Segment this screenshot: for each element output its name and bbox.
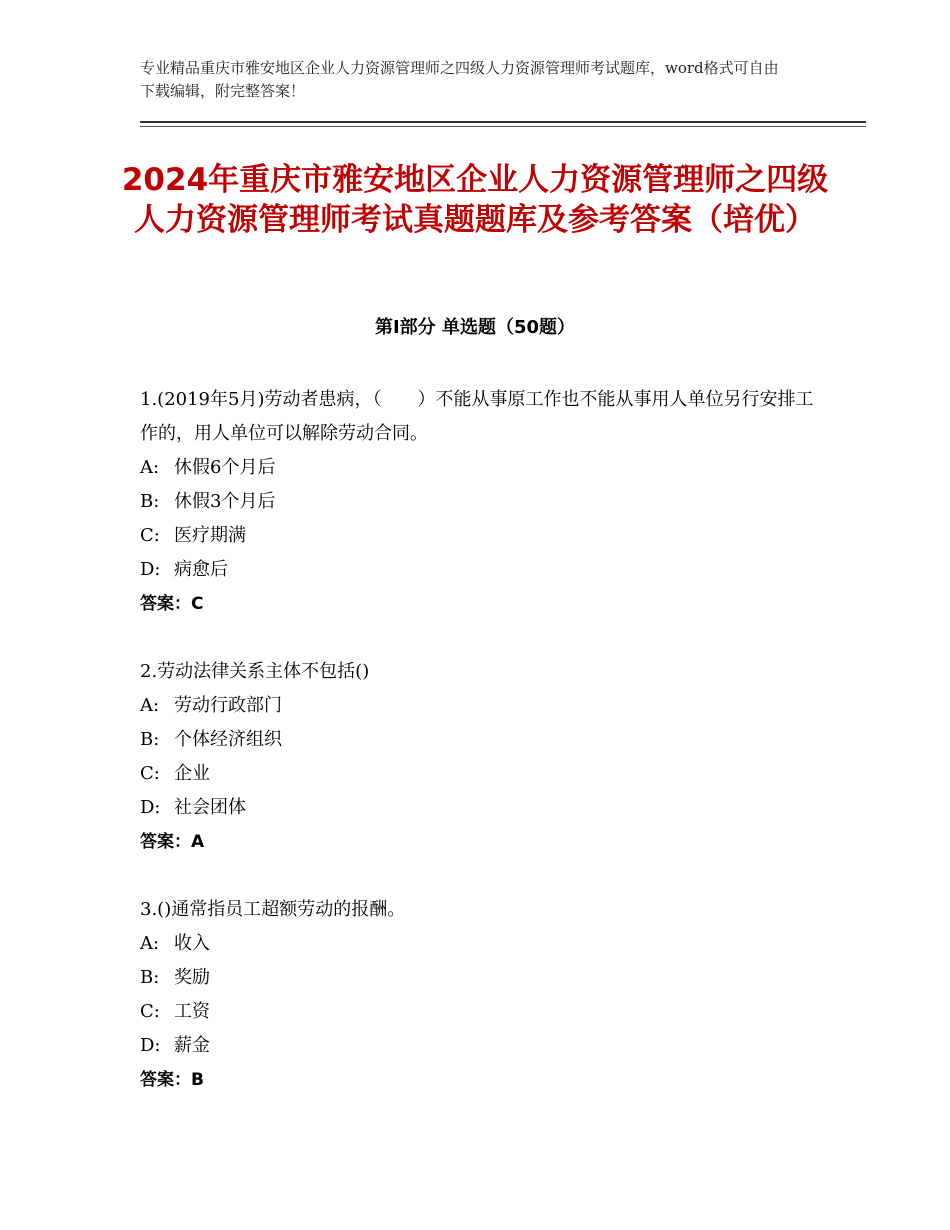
option-key: D: [140,797,161,818]
option-text: 收入 [174,933,210,954]
option-key: B: [140,967,160,988]
question-stem: 2.劳动法律关系主体不包括() [140,661,370,682]
option-b [140,723,820,757]
option-text: 医疗期满 [174,525,246,546]
question-3 [140,893,820,1097]
option-text: 病愈后 [174,559,228,580]
option-key: C: [140,1001,160,1022]
option-a [140,451,820,485]
question-2 [140,655,820,859]
option-text: 社会团体 [174,797,246,818]
option-key: D: [140,559,161,580]
question-stem: 3.()通常指员工超额劳动的报酬。 [140,899,406,920]
option-text: 劳动行政部门 [174,695,282,716]
option-d [140,553,820,587]
question-list [140,383,820,1131]
option-d [140,1029,820,1063]
option-key: A: [140,457,160,478]
option-key: B: [140,729,160,750]
option-b [140,961,820,995]
question-1 [140,383,820,621]
header-rule-thick [140,121,866,123]
option-c [140,757,820,791]
option-text: 个体经济组织 [174,729,282,750]
option-c [140,995,820,1029]
option-a [140,689,820,723]
option-a [140,927,820,961]
option-text: 薪金 [174,1035,210,1056]
option-key: D: [140,1035,161,1056]
option-text: 休假6个月后 [174,457,276,478]
option-d [140,791,820,825]
header-rule-thin [140,126,866,127]
section-title: 第Ⅰ部分 单选题（50题） [374,317,575,338]
option-text: 工资 [174,1001,210,1022]
option-b [140,485,820,519]
answer-line: 答案：B [140,1070,204,1090]
option-key: A: [140,695,160,716]
option-key: A: [140,933,160,954]
option-key: C: [140,525,160,546]
answer-line: 答案：C [140,594,204,614]
option-text: 奖励 [174,967,210,988]
option-text: 企业 [174,763,210,784]
option-text: 休假3个月后 [174,491,276,512]
answer-line: 答案：A [140,832,205,852]
option-key: B: [140,491,160,512]
option-key: C: [140,763,160,784]
header-note: 专业精品重庆市雅安地区企业人力资源管理师之四级人力资源管理师考试题库，word格式可自由下载编辑，附完整答案！ [140,59,779,100]
document-title: 2024年重庆市雅安地区企业人力资源管理师之四级人力资源管理师考试真题题库及参考答案（培优） [121,162,829,238]
question-stem: 1.(2019年5月)劳动者患病，（ ）不能从事原工作也不能从事用人单位另行安排工作的，用人单位可以解除劳动合同。 [140,389,814,444]
option-c [140,519,820,553]
